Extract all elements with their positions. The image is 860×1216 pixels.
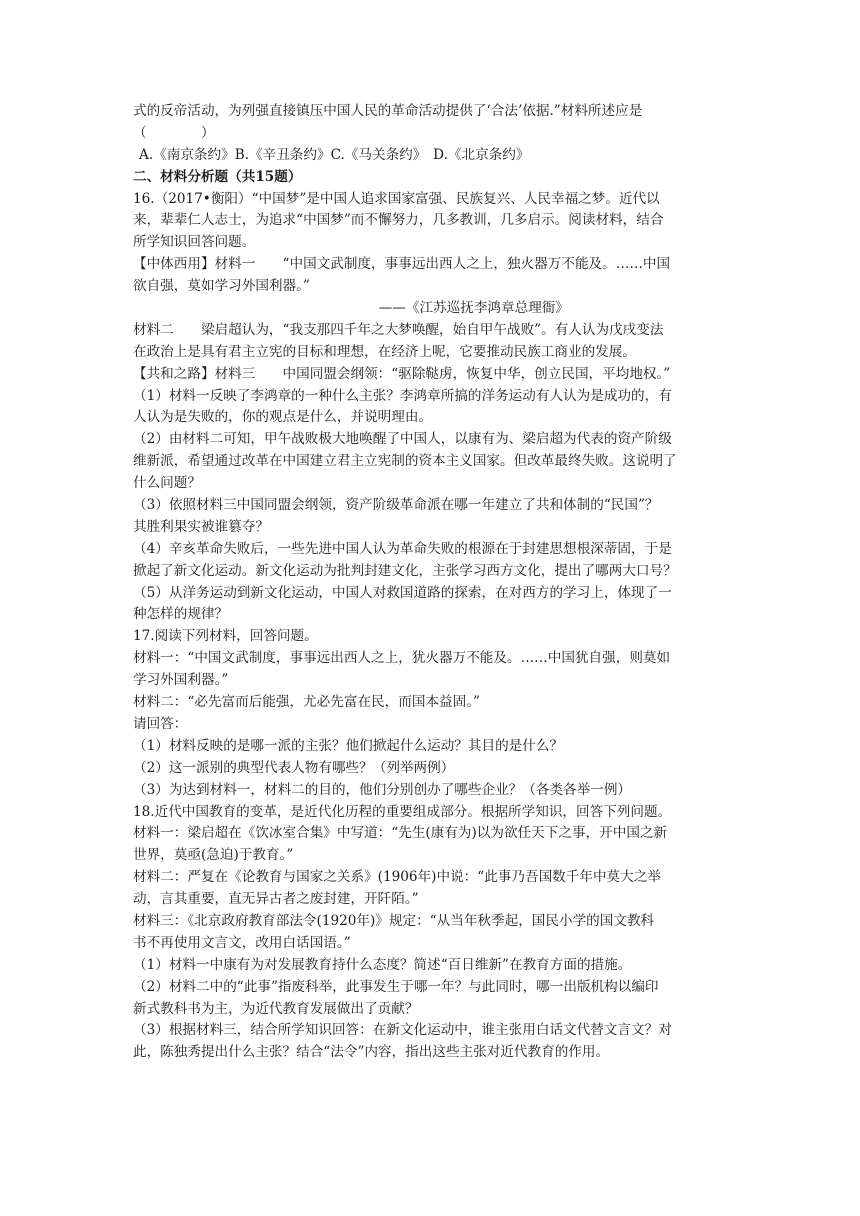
text-line: （ ） xyxy=(133,124,215,141)
text-line: （1）材料一反映了李鸿章的一种什么主张？李鸿章所搞的洋务运动有人认为是成功的，有 xyxy=(133,387,672,404)
text-line: 来，辈辈仁人志士，为追求“中国梦”而不懈努力，几多教训，几多启示。阅读材料，结合 xyxy=(133,212,664,229)
text-line: 新式教科书为主，为近代教育发展做出了贡献？ xyxy=(133,1000,419,1017)
text-line: 【中体西用】材料一 “中国文武制度，事事远出西人之上，独火器万不能及。……中国 xyxy=(133,256,671,273)
text-line: 请回答： xyxy=(133,715,188,732)
text-line: （1）材料一中康有为对发展教育持什么态度？简述“百日维新”在教育方面的措施。 xyxy=(133,956,632,973)
answer-options: A.《南京条约》B.《辛丑条约》C.《马关条约》 D.《北京条约》 xyxy=(139,146,530,163)
section-heading: 二、材料分析题（共15题） xyxy=(133,168,302,185)
text-line: （5）从洋务运动到新文化运动，中国人对救国道路的探索，在对西方的学习上，体现了一 xyxy=(133,584,672,601)
text-line: 17.阅读下列材料，回答问题。 xyxy=(133,628,318,645)
text-line: 人认为是失败的，你的观点是什么，并说明理由。 xyxy=(133,409,433,426)
text-line: 【共和之路】材料三 中国同盟会纲领：“驱除鞑虏，恢复中华，创立民国，平均地权。” xyxy=(133,365,671,382)
text-line: （3）为达到材料一，材料二的目的，他们分别创办了哪些企业？（各类各举一例） xyxy=(133,781,632,798)
text-line: 16.（2017•衡阳）“中国梦”是中国人追求国家富强、民族复兴、人民幸福之梦。近代以 xyxy=(133,190,660,207)
text-line: （2）材料二中的“此事”指废科举，此事发生于哪一年？与此同时，哪一出版机构以编印 xyxy=(133,978,659,995)
text-line: 维新派，希望通过改革在中国建立君主立宪制的资本主义国家。但改革最终失败。这说明了 xyxy=(133,453,677,470)
text-line: 材料一：梁启超在《饮冰室合集》中写道：“先生(康有为)以为欲任天下之事，开中国之新 xyxy=(133,825,668,842)
text-line: 掀起了新文化运动。新文化运动为批判封建文化，主张学习西方文化，提出了哪两大口号？ xyxy=(133,562,677,579)
text-line: （3）依照材料三中国同盟会纲领，资产阶级革命派在哪一年建立了共和体制的“民国”？ xyxy=(133,497,659,514)
text-line: （2）这一派别的典型代表人物有哪些？（列举两例） xyxy=(133,759,455,776)
text-line: 18.近代中国教育的变革，是近代化历程的重要组成部分。根据所学知识，回答下列问题。 xyxy=(133,803,672,820)
text-line: 材料一：“中国文武制度，事事远出西人之上，犹火器万不能及。……中国犹自强，则莫如 xyxy=(133,650,671,667)
text-line: （3）根据材料三，结合所学知识回答：在新文化运动中，谁主张用白话文代替文言文？对 xyxy=(133,1022,672,1039)
text-line: 所学知识回答问题。 xyxy=(133,234,256,251)
text-line: 什么问题？ xyxy=(133,475,201,492)
text-line: 材料二：“必先富而后能强，尤必先富在民，而国本益固。” xyxy=(133,694,480,711)
text-line: 式的反帝活动，为列强直接镇压中国人民的革命活动提供了‘合法’依据.”材料所述应是 xyxy=(133,103,643,119)
text-line: 此，陈独秀提出什么主张？结合“法令”内容，指出这些主张对近代教育的作用。 xyxy=(133,1044,610,1061)
text-line: 动，言其重要，直无异古者之废封建，开阡陌。” xyxy=(133,891,419,908)
text-line: 欲自强，莫如学习外国利器。” xyxy=(133,278,310,295)
text-line: 材料三：《北京政府教育部法令(1920年)》规定：“从当年秋季起，国民小学的国文教科 xyxy=(133,912,655,929)
text-line: （1）材料反映的是哪一派的主张？他们掀起什么运动？其目的是什么？ xyxy=(133,737,564,754)
text-line: 书不再使用文言文，改用白话国语。” xyxy=(133,934,351,951)
source-citation: ——《江苏巡抚李鸿章总理衙》 xyxy=(378,300,569,317)
text-line: （4）辛亥革命失败后，一些先进中国人认为革命失败的根源在于封建思想根深蒂固，于是 xyxy=(133,540,672,557)
text-line: 材料二 梁启超认为，“我支那四千年之大梦唤醒，始自甲午战败”。有人认为戊戌变法 xyxy=(133,321,664,338)
text-line: 种怎样的规律？ xyxy=(133,606,229,623)
text-line: 其胜利果实被谁篡夺？ xyxy=(133,518,269,535)
text-line: （2）由材料二可知，甲午战败极大地唤醒了中国人，以康有为、梁启超为代表的资产阶级 xyxy=(133,431,672,448)
text-line: 世界，莫亟(急迫)于教育。” xyxy=(133,847,294,864)
document-body xyxy=(133,101,729,1064)
text-line: 学习外国利器。” xyxy=(133,672,229,689)
text-line: 材料二：严复在《论教育与国家之关系》(1906年)中说：“此事乃吾国数千年中莫大之举 xyxy=(133,869,661,886)
text-line: 在政治上是具有君主立宪的目标和理想，在经济上呢，它要推动民族工商业的发展。 xyxy=(133,343,636,360)
